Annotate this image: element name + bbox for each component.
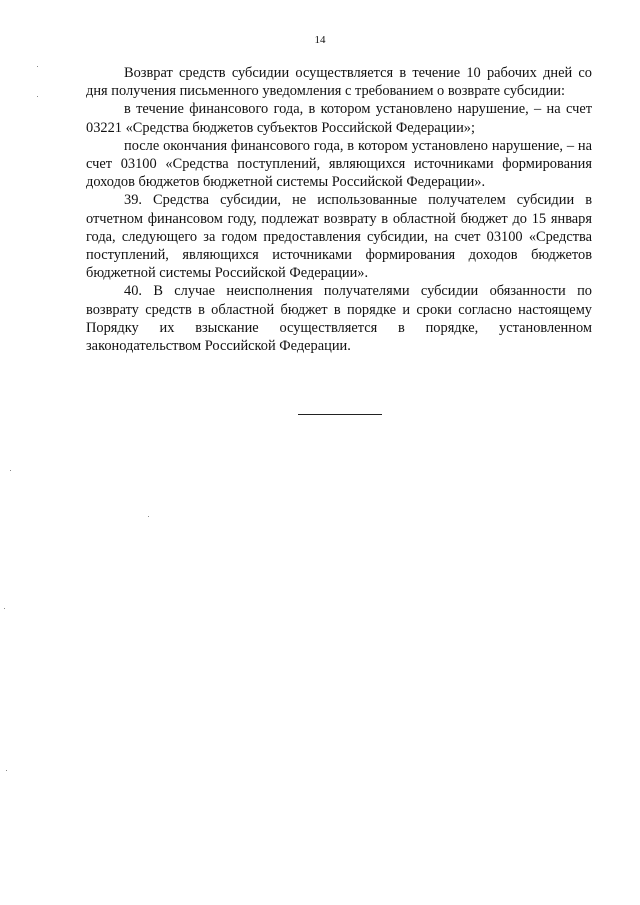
scan-speck [6,770,7,771]
scan-speck [10,470,11,471]
page-number: 14 [314,34,326,46]
scan-speck [148,516,149,517]
end-separator-line [298,414,382,415]
paragraph-refund-terms: Возврат средств субсидии осуществляется в течение 10 рабочих дней со дня получения письменного уведомления с требованием о возврате субсидии: [86,65,592,100]
document-body [86,64,592,355]
scan-speck [37,96,38,97]
paragraph-after-fiscal-year: после окончания финансового года, в котором установлено нарушение, – на счет 03100 «Средства поступлений, являющихся источниками формирования доходов бюджетов бюджетной системы Российской Федерации». [86,137,592,191]
paragraph-40: 40. В случае неисполнения получателями субсидии обязанности по возврату средств в областной бюджет в порядке и сроки согласно настоящему Порядку их взыскание осуществляется в порядке, установленном законодательством Российской Федерации. [86,283,592,355]
paragraph-during-fiscal-year: в течение финансового года, в котором установлено нарушение, – на счет 03221 «Средства бюджетов субъектов Российской Федерации»; [86,101,592,136]
scan-speck [37,66,38,67]
scan-speck [4,608,5,609]
paragraph-39: 39. Средства субсидии, не использованные получателем субсидии в отчетном финансовом году, подлежат возврату в областной бюджет до 15 января года, следующего за годом предоставления субсидии, на счет 03100 «Средства поступлений, являющихся источниками формирования доходов бюджетов бюджетной системы Российской Федерации». [86,192,592,282]
